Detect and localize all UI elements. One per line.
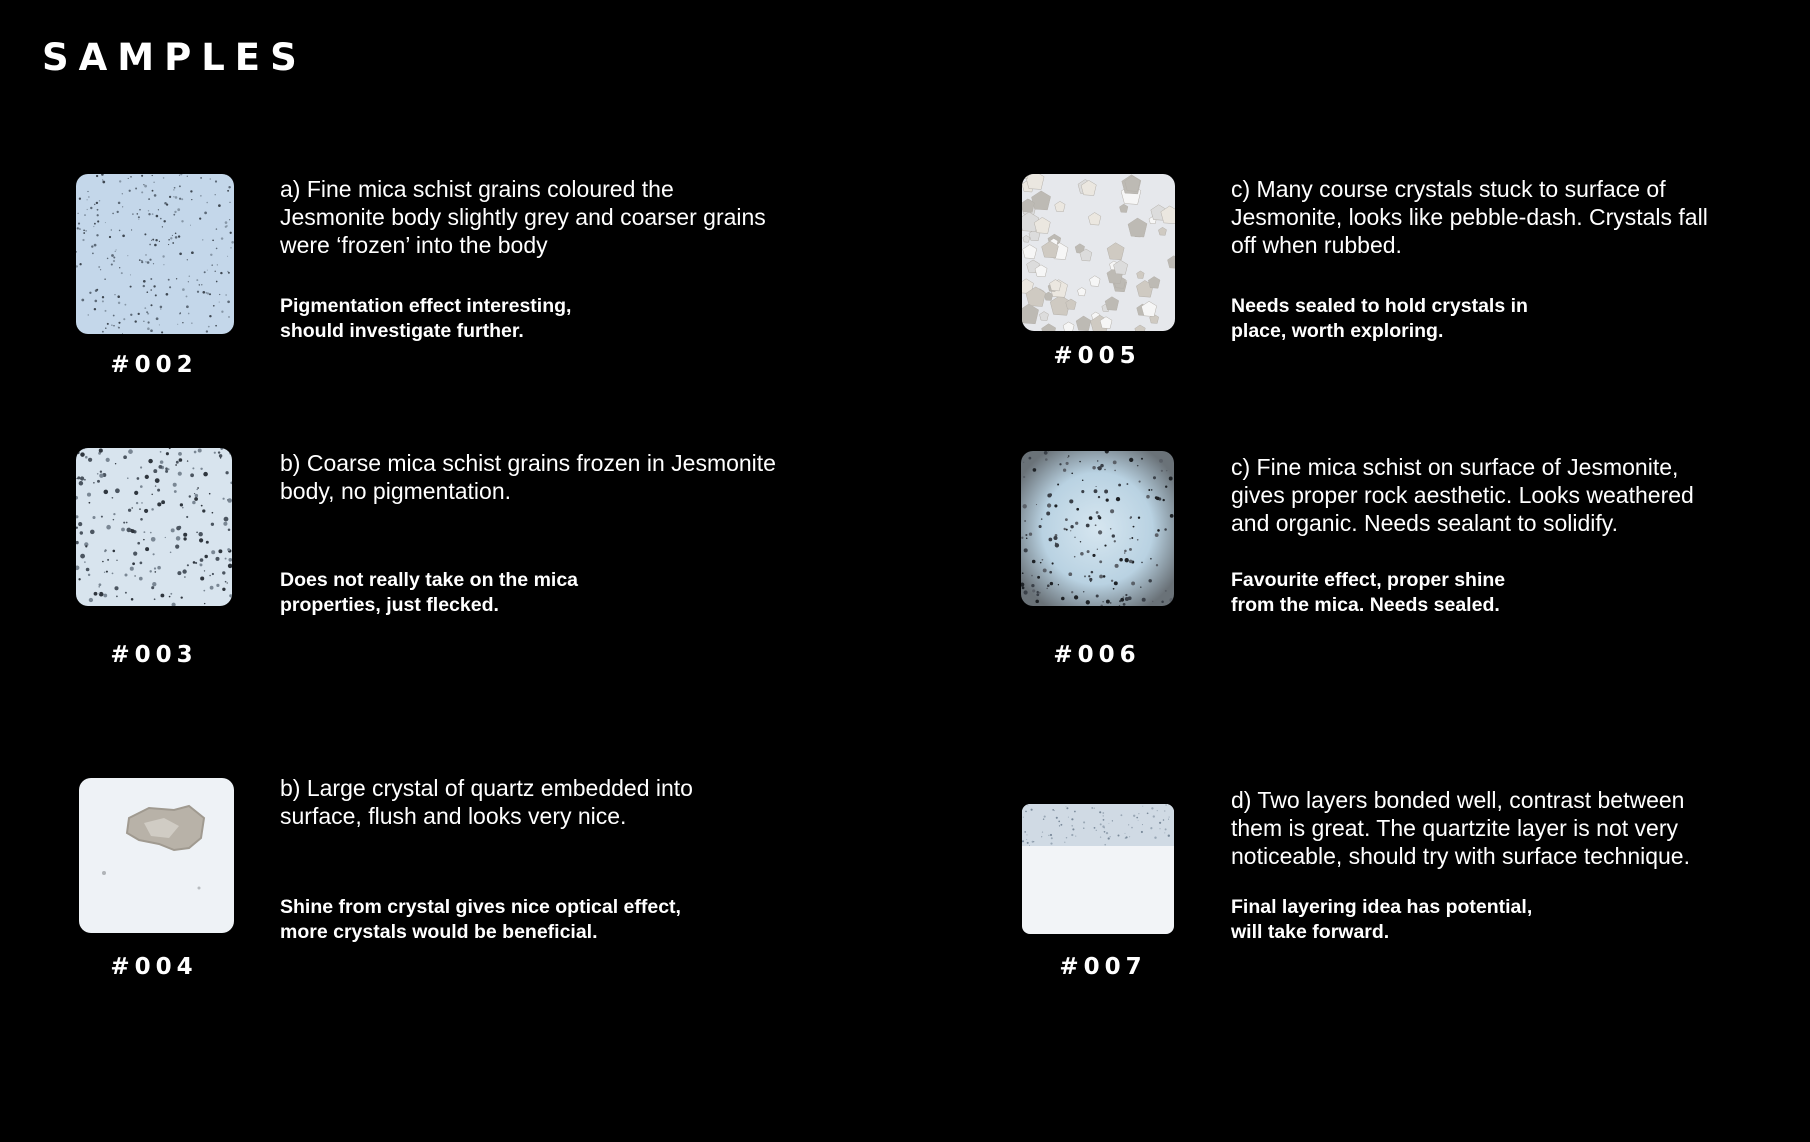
description-line: body, no pigmentation. [280,478,512,504]
sample-description-002 [280,175,766,259]
sample-id-004: #004 [110,954,198,980]
description-line: Jesmonite body slightly grey and coarser grains [280,204,766,230]
sample-photo-006 [1021,451,1174,606]
sample-note-005 [1231,294,1528,343]
description-line: Jesmonite, looks like pebble-dash. Crystals fall [1231,204,1708,230]
sample-photo-004 [79,778,234,933]
description-line: c) Fine mica schist on surface of Jesmonite, [1231,454,1679,480]
sample-note-004 [280,895,681,944]
description-line: them is great. The quartzite layer is not very [1231,815,1678,841]
description-line: and organic. Needs sealant to solidify. [1231,510,1618,536]
sample-id-005: #005 [1053,343,1141,369]
note-line: will take forward. [1231,920,1390,943]
sample-photo-003 [76,448,232,606]
sample-photo-002 [76,174,234,334]
sample-photo-007 [1022,804,1174,934]
description-line: surface, flush and looks very nice. [280,803,627,829]
sample-description-006 [1231,453,1694,537]
note-line: Needs sealed to hold crystals in [1231,295,1528,317]
note-line: more crystals would be beneficial. [280,920,598,943]
note-line: properties, just flecked. [280,593,499,616]
note-line: Shine from crystal gives nice optical effect, [280,896,681,918]
sample-note-007 [1231,895,1532,944]
sample-description-004 [280,774,693,830]
sample-id-003: #003 [110,642,198,668]
description-line: noticeable, should try with surface technique. [1231,843,1690,869]
sample-note-006 [1231,568,1505,617]
description-line: d) Two layers bonded well, contrast between [1231,787,1685,813]
description-line: b) Coarse mica schist grains frozen in Jesmonite [280,450,776,476]
description-line: a) Fine mica schist grains coloured the [280,176,674,202]
sample-id-006: #006 [1053,642,1141,668]
page-title: SAMPLES [42,36,307,79]
description-line: off when rubbed. [1231,232,1402,258]
description-line: were ‘frozen’ into the body [280,232,548,258]
note-line: Favourite effect, proper shine [1231,569,1506,591]
sample-note-003 [280,568,578,617]
sample-description-003 [280,449,776,505]
note-line: should investigate further. [280,319,524,342]
note-line: from the mica. Needs sealed. [1231,593,1500,616]
sample-description-007 [1231,786,1690,870]
sample-note-002 [280,294,571,343]
sample-id-002: #002 [110,352,198,378]
sample-id-007: #007 [1059,954,1147,980]
note-line: place, worth exploring. [1231,319,1444,342]
description-line: b) Large crystal of quartz embedded into [280,775,693,801]
description-line: c) Many course crystals stuck to surface of [1231,176,1666,202]
note-line: Pigmentation effect interesting, [280,295,572,317]
sample-description-005 [1231,175,1708,259]
sample-photo-005 [1022,174,1175,331]
note-line: Final layering idea has potential, [1231,896,1533,918]
note-line: Does not really take on the mica [280,569,579,591]
description-line: gives proper rock aesthetic. Looks weathered [1231,482,1694,508]
